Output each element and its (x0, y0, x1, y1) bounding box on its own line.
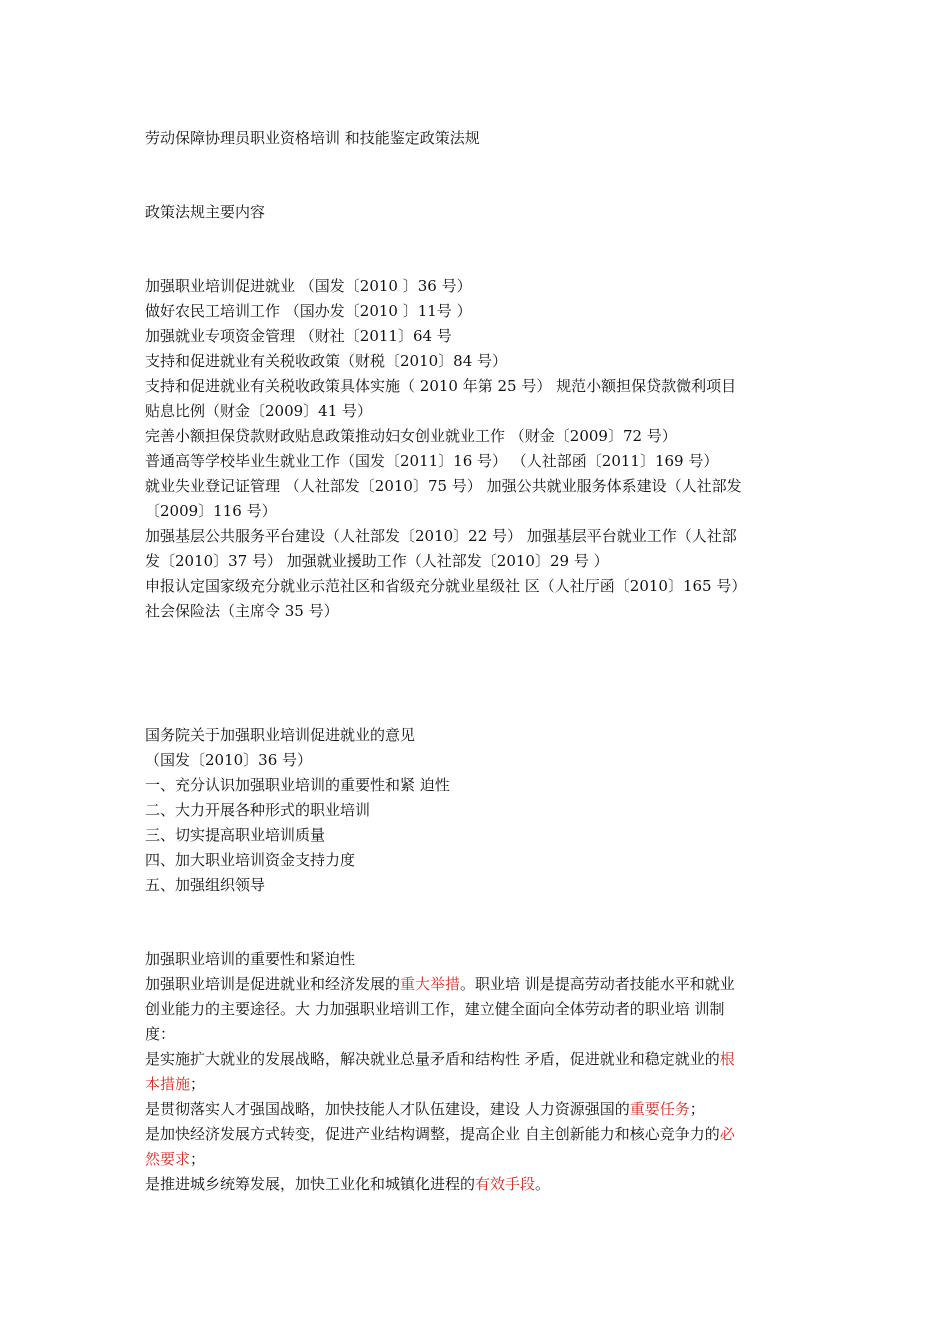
importance-heading: 加强职业培训的重要性和紧迫性 (145, 950, 356, 968)
text-run: ； (190, 1075, 206, 1093)
opinion-number: （国发〔2010〕36 号） (145, 751, 313, 769)
policy-line: 社会保险法（主席令 35 号） (145, 602, 339, 620)
policy-line: 加强基层公共服务平台建设（人社部发〔2010〕22 号） 加强基层平台就业工作（人社部 (145, 527, 737, 545)
paragraph-line (145, 972, 810, 997)
policy-line: 普通高等学校毕业生就业工作（国发〔2011〕16 号） （人社部函〔2011〕169 号） (145, 452, 719, 470)
outline-item: 四、加大职业培训资金支持力度 (145, 851, 356, 869)
policy-line: 支持和促进就业有关税收政策具体实施（ 2010 年第 25 号） 规范小额担保贷款微利项目 (145, 377, 737, 395)
policy-line: 〔2009〕116 号） (145, 502, 277, 520)
highlight-text: 根 (719, 1050, 735, 1068)
policy-line: 做好农民工培训工作 （国办发〔2010 〕11号 ） (145, 302, 472, 320)
text-run: 加强职业培训是促进就业和经济发展的 (145, 975, 401, 993)
policy-line: 加强职业培训促进就业 （国发〔2010 〕36 号） (145, 277, 472, 295)
text-run: 是贯彻落实人才强国战略，加快技能人才队伍建设，建设 人力资源强国的 (145, 1100, 630, 1118)
text-run: 。职业培 训是提高劳动者技能水平和就业 (460, 975, 735, 993)
policy-line: 就业失业登记证管理 （人社部发〔2010〕75 号） 加强公共就业服务体系建设（人社部发 (145, 477, 742, 495)
section-heading: 政策法规主要内容 (145, 203, 266, 221)
paragraph-line: 度： (145, 1025, 176, 1043)
paragraph-line: 创业能力的主要途径。大 力加强职业培训工作，建立健全面向全体劳动者的职业培 训制 (145, 1000, 725, 1018)
text-run: ； (689, 1100, 705, 1118)
outline-item: 三、切实提高职业培训质量 (145, 826, 326, 844)
outline-item: 二、大力开展各种形式的职业培训 (145, 801, 371, 819)
policy-line: 发〔2010〕37 号） 加强就业援助工作（人社部发〔2010〕29 号 ） (145, 552, 609, 570)
highlight-text: 重大举措 (400, 975, 461, 993)
text-run: 是加快经济发展方式转变，促进产业结构调整，提高企业 自主创新能力和核心竞争力的 (145, 1125, 720, 1143)
text-run: 是推进城乡统筹发展，加快工业化和城镇化进程的 (145, 1175, 476, 1193)
highlight-text: 必 (719, 1125, 735, 1143)
highlight-text: 有效手段 (475, 1175, 536, 1193)
document-title: 劳动保障协理员职业资格培训 和技能鉴定政策法规 (145, 129, 480, 147)
outline-item: 五、加强组织领导 (145, 876, 266, 894)
paragraph-line (145, 1147, 810, 1172)
policy-line: 支持和促进就业有关税收政策（财税〔2010〕84 号） (145, 352, 508, 370)
highlight-text: 然要求 (145, 1150, 191, 1168)
opinion-title: 国务院关于加强职业培训促进就业的意见 (145, 726, 416, 744)
policy-line: 加强就业专项资金管理 （财社〔2011〕64 号 (145, 327, 452, 345)
policy-line: 完善小额担保贷款财政贴息政策推动妇女创业就业工作 （财金〔2009〕72 号） (145, 427, 677, 445)
policy-line: 贴息比例（财金〔2009〕41 号） (145, 402, 373, 420)
text-run: 是实施扩大就业的发展战略，解决就业总量矛盾和结构性 矛盾，促进就业和稳定就业的 (145, 1050, 720, 1068)
text-run: 。 (535, 1175, 551, 1193)
paragraph-line (145, 1047, 810, 1072)
outline-item: 一、充分认识加强职业培训的重要性和紧 迫性 (145, 776, 450, 794)
policy-line: 申报认定国家级充分就业示范社区和省级充分就业星级社 区（人社厅函〔2010〕165 号） (145, 577, 747, 595)
highlight-text: 本措施 (145, 1075, 191, 1093)
highlight-text: 重要任务 (629, 1100, 690, 1118)
text-run: ； (190, 1150, 206, 1168)
paragraph-line (145, 1172, 810, 1197)
paragraph-line (145, 1097, 810, 1122)
paragraph-line (145, 1072, 810, 1097)
paragraph-line (145, 1122, 810, 1147)
